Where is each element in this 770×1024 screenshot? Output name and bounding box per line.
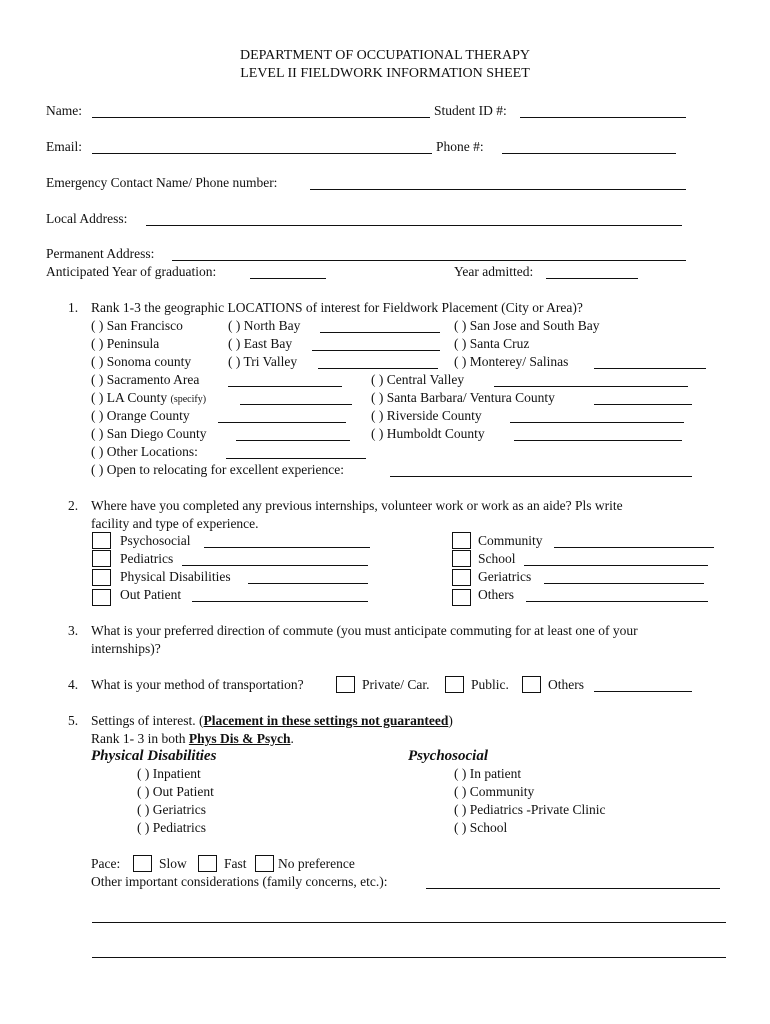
year-admitted-label: Year admitted: [454, 264, 534, 279]
pd-geriatrics[interactable]: ( ) Geriatrics [137, 802, 206, 817]
ps-community[interactable]: ( ) Community [454, 784, 535, 799]
q4-number: 4. [68, 677, 79, 692]
loc-east-bay[interactable]: ( ) East Bay [228, 336, 293, 351]
loc-humboldt[interactable]: ( ) Humboldt County [371, 426, 485, 441]
exp-community: Community [478, 533, 543, 548]
loc-santa-cruz[interactable]: ( ) Santa Cruz [454, 336, 530, 351]
san-diego-field[interactable] [236, 440, 350, 441]
geriatrics-field[interactable] [544, 583, 704, 584]
out-patient-checkbox[interactable] [92, 589, 111, 606]
physical-disabilities-heading: Physical Disabilities [91, 748, 217, 764]
pace-label: Pace: [91, 856, 121, 871]
loc-riverside[interactable]: ( ) Riverside County [371, 408, 482, 423]
title-line-2: LEVEL II FIELDWORK INFORMATION SHEET [240, 66, 530, 81]
pace-fast-checkbox[interactable] [198, 855, 217, 872]
q4-text: What is your method of transportation? [91, 677, 304, 692]
grad-year-label: Anticipated Year of graduation: [46, 264, 217, 279]
pace-slow-label: Slow [159, 856, 187, 871]
q5-rank-emphasis: Phys Dis & Psych [188, 731, 291, 746]
exp-others: Others [478, 587, 514, 602]
pediatrics-checkbox[interactable] [92, 550, 111, 567]
psychosocial-heading: Psychosocial [408, 748, 488, 764]
psychosocial-field[interactable] [204, 547, 370, 548]
q1-number: 1. [68, 300, 79, 315]
grad-year-field[interactable] [250, 278, 326, 279]
email-label: Email: [46, 139, 82, 154]
pd-inpatient[interactable]: ( ) Inpatient [137, 766, 201, 781]
student-id-field[interactable] [520, 117, 686, 118]
school-field[interactable] [524, 565, 708, 566]
loc-north-bay[interactable]: ( ) North Bay [228, 318, 301, 333]
q3-number: 3. [68, 623, 79, 638]
pace-no-preference-checkbox[interactable] [255, 855, 274, 872]
humboldt-field[interactable] [514, 440, 682, 441]
la-county-field[interactable] [240, 404, 352, 405]
santa-barbara-field[interactable] [594, 404, 692, 405]
permanent-address-label: Permanent Address: [46, 246, 155, 261]
transport-others-checkbox[interactable] [522, 676, 541, 693]
others-checkbox[interactable] [452, 589, 471, 606]
q2-text-line-1: Where have you completed any previous internships, volunteer work or work as an aide? Pls write [91, 498, 623, 513]
q3-text-line-2: internships)? [91, 641, 161, 656]
community-field[interactable] [554, 547, 714, 548]
transport-others-field[interactable] [594, 691, 692, 692]
emergency-contact-field[interactable] [310, 189, 686, 190]
orange-county-field[interactable] [218, 422, 346, 423]
private-car-checkbox[interactable] [336, 676, 355, 693]
pd-pediatrics[interactable]: ( ) Pediatrics [137, 820, 206, 835]
name-field[interactable] [92, 117, 430, 118]
out-patient-field[interactable] [192, 601, 368, 602]
transport-private-label: Private/ Car. [362, 677, 430, 692]
community-checkbox[interactable] [452, 532, 471, 549]
loc-san-diego[interactable]: ( ) San Diego County [91, 426, 207, 441]
other-considerations-field[interactable] [426, 888, 720, 889]
q2-number: 2. [68, 498, 79, 513]
extra-line-2[interactable] [92, 957, 726, 958]
loc-monterey[interactable]: ( ) Monterey/ Salinas [454, 354, 569, 369]
central-valley-field[interactable] [494, 386, 688, 387]
loc-la-county[interactable]: ( ) LA County (specify) [91, 390, 207, 405]
loc-san-jose[interactable]: ( ) San Jose and South Bay [454, 318, 600, 333]
pace-slow-checkbox[interactable] [133, 855, 152, 872]
pace-no-preference-label: No preference [278, 856, 355, 871]
other-locations-field[interactable] [226, 458, 366, 459]
ps-pediatrics-private-clinic[interactable]: ( ) Pediatrics -Private Clinic [454, 802, 606, 817]
q2-text-line-2: facility and type of experience. [91, 516, 259, 531]
transport-others-label: Others [548, 677, 584, 692]
monterey-field[interactable] [594, 368, 706, 369]
q5-rank: Rank 1- 3 in both Phys Dis & Psych. [91, 731, 294, 746]
psychosocial-checkbox[interactable] [92, 532, 111, 549]
ps-in-patient[interactable]: ( ) In patient [454, 766, 522, 781]
school-checkbox[interactable] [452, 550, 471, 567]
others-field[interactable] [526, 601, 708, 602]
ps-school[interactable]: ( ) School [454, 820, 508, 835]
physical-disabilities-field[interactable] [248, 583, 368, 584]
loc-peninsula[interactable]: ( ) Peninsula [91, 336, 160, 351]
loc-other[interactable]: ( ) Other Locations: [91, 444, 198, 459]
sacramento-field[interactable] [228, 386, 342, 387]
loc-sonoma[interactable]: ( ) Sonoma county [91, 354, 192, 369]
student-id-label: Student ID #: [434, 103, 507, 118]
loc-sacramento[interactable]: ( ) Sacramento Area [91, 372, 200, 387]
east-bay-field[interactable] [312, 350, 440, 351]
exp-psychosocial: Psychosocial [120, 533, 191, 548]
local-address-field[interactable] [146, 225, 682, 226]
q1-text: Rank 1-3 the geographic LOCATIONS of interest for Fieldwork Placement (City or Area)? [91, 300, 583, 315]
public-checkbox[interactable] [445, 676, 464, 693]
q3-text-line-1: What is your preferred direction of commute (you must anticipate commuting for at least one of your [91, 623, 638, 638]
exp-geriatrics: Geriatrics [478, 569, 532, 584]
pd-out-patient[interactable]: ( ) Out Patient [137, 784, 214, 799]
geriatrics-checkbox[interactable] [452, 569, 471, 586]
q5-number: 5. [68, 713, 79, 728]
extra-line-1[interactable] [92, 922, 726, 923]
loc-relocate[interactable]: ( ) Open to relocating for excellent experience: [91, 462, 344, 477]
specify-note: (specify) [170, 394, 207, 405]
phone-field[interactable] [502, 153, 676, 154]
loc-san-francisco[interactable]: ( ) San Francisco [91, 318, 183, 333]
local-address-label: Local Address: [46, 211, 128, 226]
emergency-contact-label: Emergency Contact Name/ Phone number: [46, 175, 278, 190]
email-field[interactable] [92, 153, 432, 154]
physical-disabilities-checkbox[interactable] [92, 569, 111, 586]
year-admitted-field[interactable] [546, 278, 638, 279]
relocate-field[interactable] [390, 476, 692, 477]
riverside-field[interactable] [510, 422, 684, 423]
pace-fast-label: Fast [224, 856, 247, 871]
exp-physical-disabilities: Physical Disabilities [120, 569, 231, 584]
q5-text: Settings of interest. (Placement in these settings not guaranteed) [91, 713, 453, 728]
other-considerations-label: Other important considerations (family concerns, etc.): [91, 874, 388, 889]
transport-public-label: Public. [471, 677, 509, 692]
pediatrics-field[interactable] [182, 565, 368, 566]
exp-school: School [478, 551, 516, 566]
phone-label: Phone #: [436, 139, 484, 154]
title-line-1: DEPARTMENT OF OCCUPATIONAL THERAPY [240, 48, 530, 63]
q5-emphasis: Placement in these settings not guaranteed [203, 713, 449, 728]
north-bay-field[interactable] [320, 332, 440, 333]
exp-pediatrics: Pediatrics [120, 551, 174, 566]
name-label: Name: [46, 103, 82, 118]
loc-tri-valley[interactable]: ( ) Tri Valley [228, 354, 298, 369]
permanent-address-field[interactable] [172, 260, 686, 261]
loc-central-valley[interactable]: ( ) Central Valley [371, 372, 465, 387]
loc-santa-barbara[interactable]: ( ) Santa Barbara/ Ventura County [371, 390, 555, 405]
tri-valley-field[interactable] [318, 368, 438, 369]
exp-out-patient: Out Patient [120, 587, 182, 602]
loc-orange-county[interactable]: ( ) Orange County [91, 408, 190, 423]
